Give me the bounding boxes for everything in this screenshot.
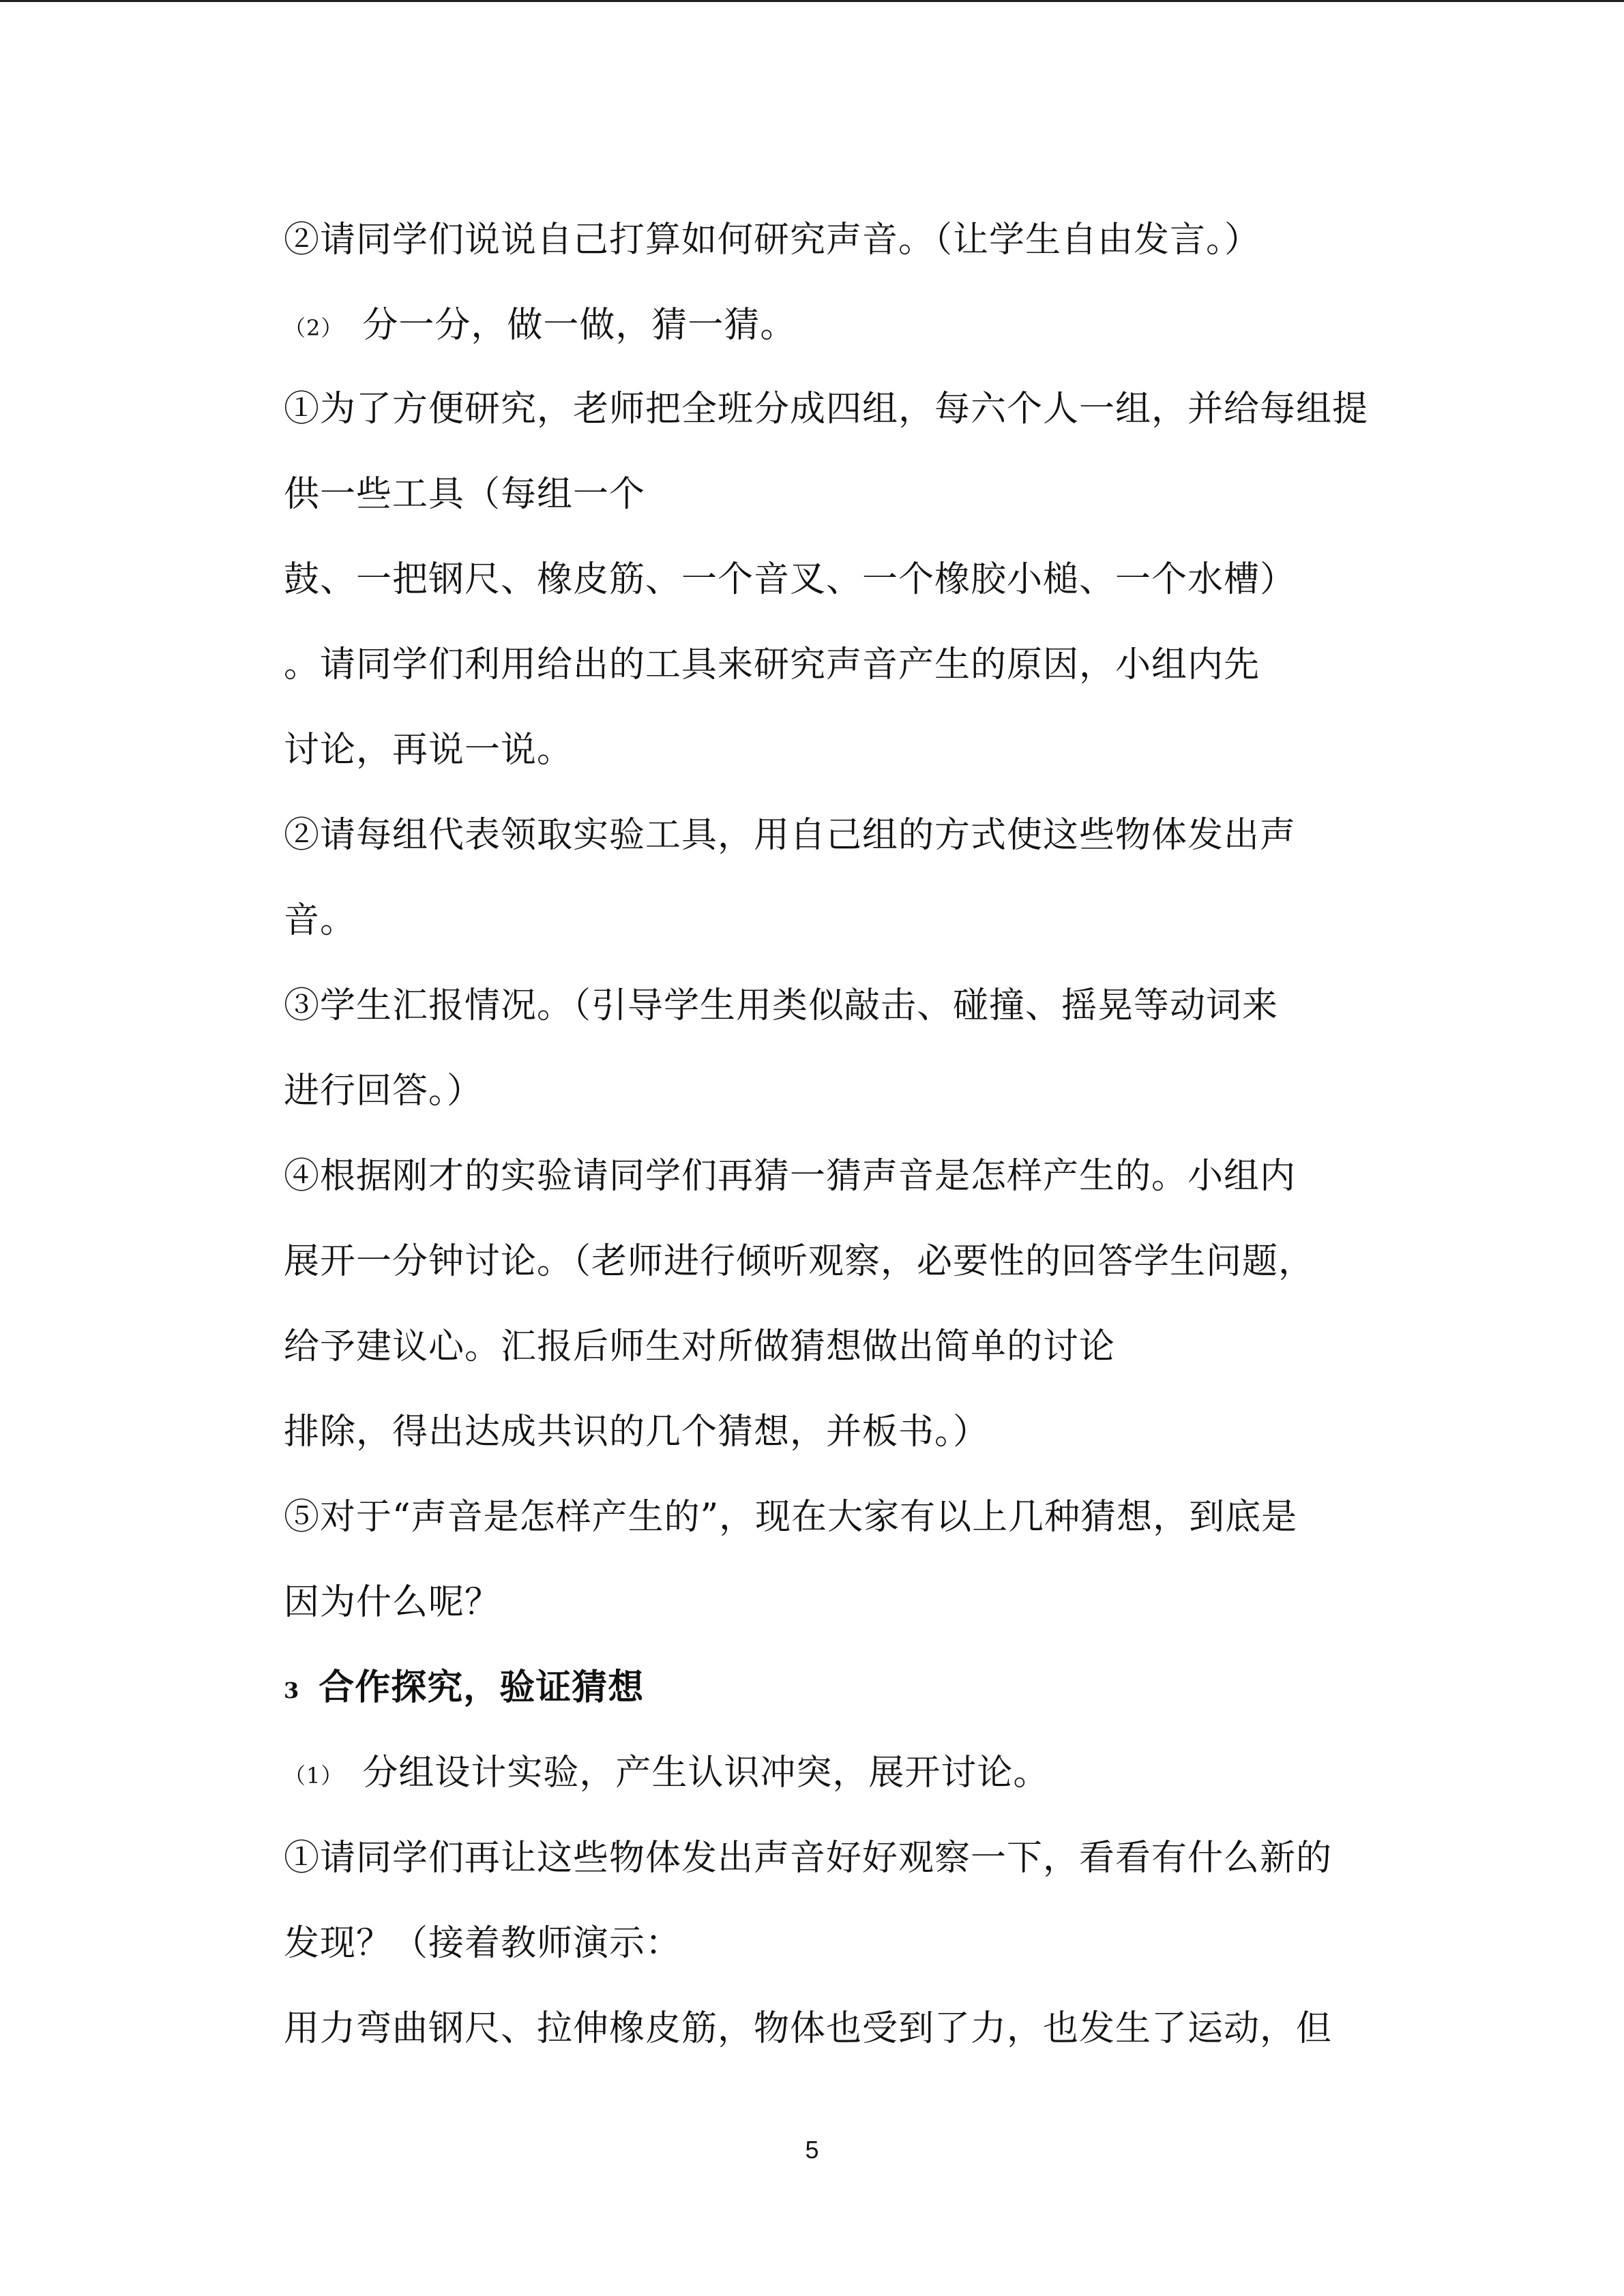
paragraph-line: ①请同学们再让这些物体发出声音好好观察一下，看看有什么新的 [284, 1838, 1333, 1879]
subsection-number: （1） [284, 1762, 344, 1789]
paragraph-line: 。请同学们利用给出的工具来研究声音产生的原因，小组内先 [284, 644, 1260, 685]
paragraph-line: 进行回答。） [284, 1071, 484, 1112]
section-number: 3 [284, 1677, 300, 1703]
paragraph-line: ②请同学们说说自己打算如何研究声音。（让学生自由发言。） [284, 220, 1261, 260]
subsection-title: 分一分，做一做，猜一猜。 [362, 305, 797, 346]
paragraph-line: 给予建议心。汇报后师生对所做猜想做出简单的讨论 [284, 1326, 1116, 1367]
paragraph-line: ③学生汇报情况。（引导学生用类似敲击、碰撞、摇晃等动词来 [284, 985, 1279, 1026]
paragraph-line: 用力弯曲钢尺、拉伸橡皮筋，物体也受到了力，也发生了运动，但 [284, 2008, 1333, 2049]
paragraph-line: 讨论，再说一说。 [284, 730, 574, 771]
paragraph-line: 供一些工具（每组一个 [284, 474, 646, 515]
paragraph-line: ④根据刚才的实验请同学们再猜一猜声音是怎样产生的。小组内 [284, 1156, 1297, 1197]
paragraph-line: 排除，得出达成共识的几个猜想，并板书。） [284, 1412, 990, 1452]
paragraph-line: 发现？（接着教师演示： [284, 1923, 682, 1964]
subsection-heading [284, 1751, 1049, 1798]
paragraph-line: 鼓、一把钢尺、橡皮筋、一个音叉、一个橡胶小槌、一个水槽） [284, 559, 1297, 600]
page-number: 5 [805, 2136, 819, 2164]
paragraph-line: 因为什么呢？ [284, 1582, 501, 1623]
section-heading [284, 1666, 644, 1712]
paragraph-line: 展开一分钟讨论。（老师进行倾听观察，必要性的回答学生问题， [284, 1241, 1315, 1282]
subsection-title: 分组设计实验，产生认识冲突，展开讨论。 [362, 1753, 1050, 1793]
section-title: 合作探究，验证猜想 [319, 1667, 645, 1708]
paragraph-line: ②请每组代表领取实验工具，用自己组的方式使这些物体发出声 [284, 815, 1297, 856]
page-top-border [0, 0, 1624, 2]
paragraph-line: ⑤对于“声音是怎样产生的”，现在大家有以上几种猜想，到底是 [284, 1497, 1298, 1538]
subsection-heading [284, 303, 796, 350]
paragraph-line: 音。 [284, 900, 357, 941]
subsection-number: （2） [284, 314, 344, 341]
paragraph-line: ①为了方便研究，老师把全班分成四组，每六个人一组，并给每组提 [284, 389, 1369, 430]
